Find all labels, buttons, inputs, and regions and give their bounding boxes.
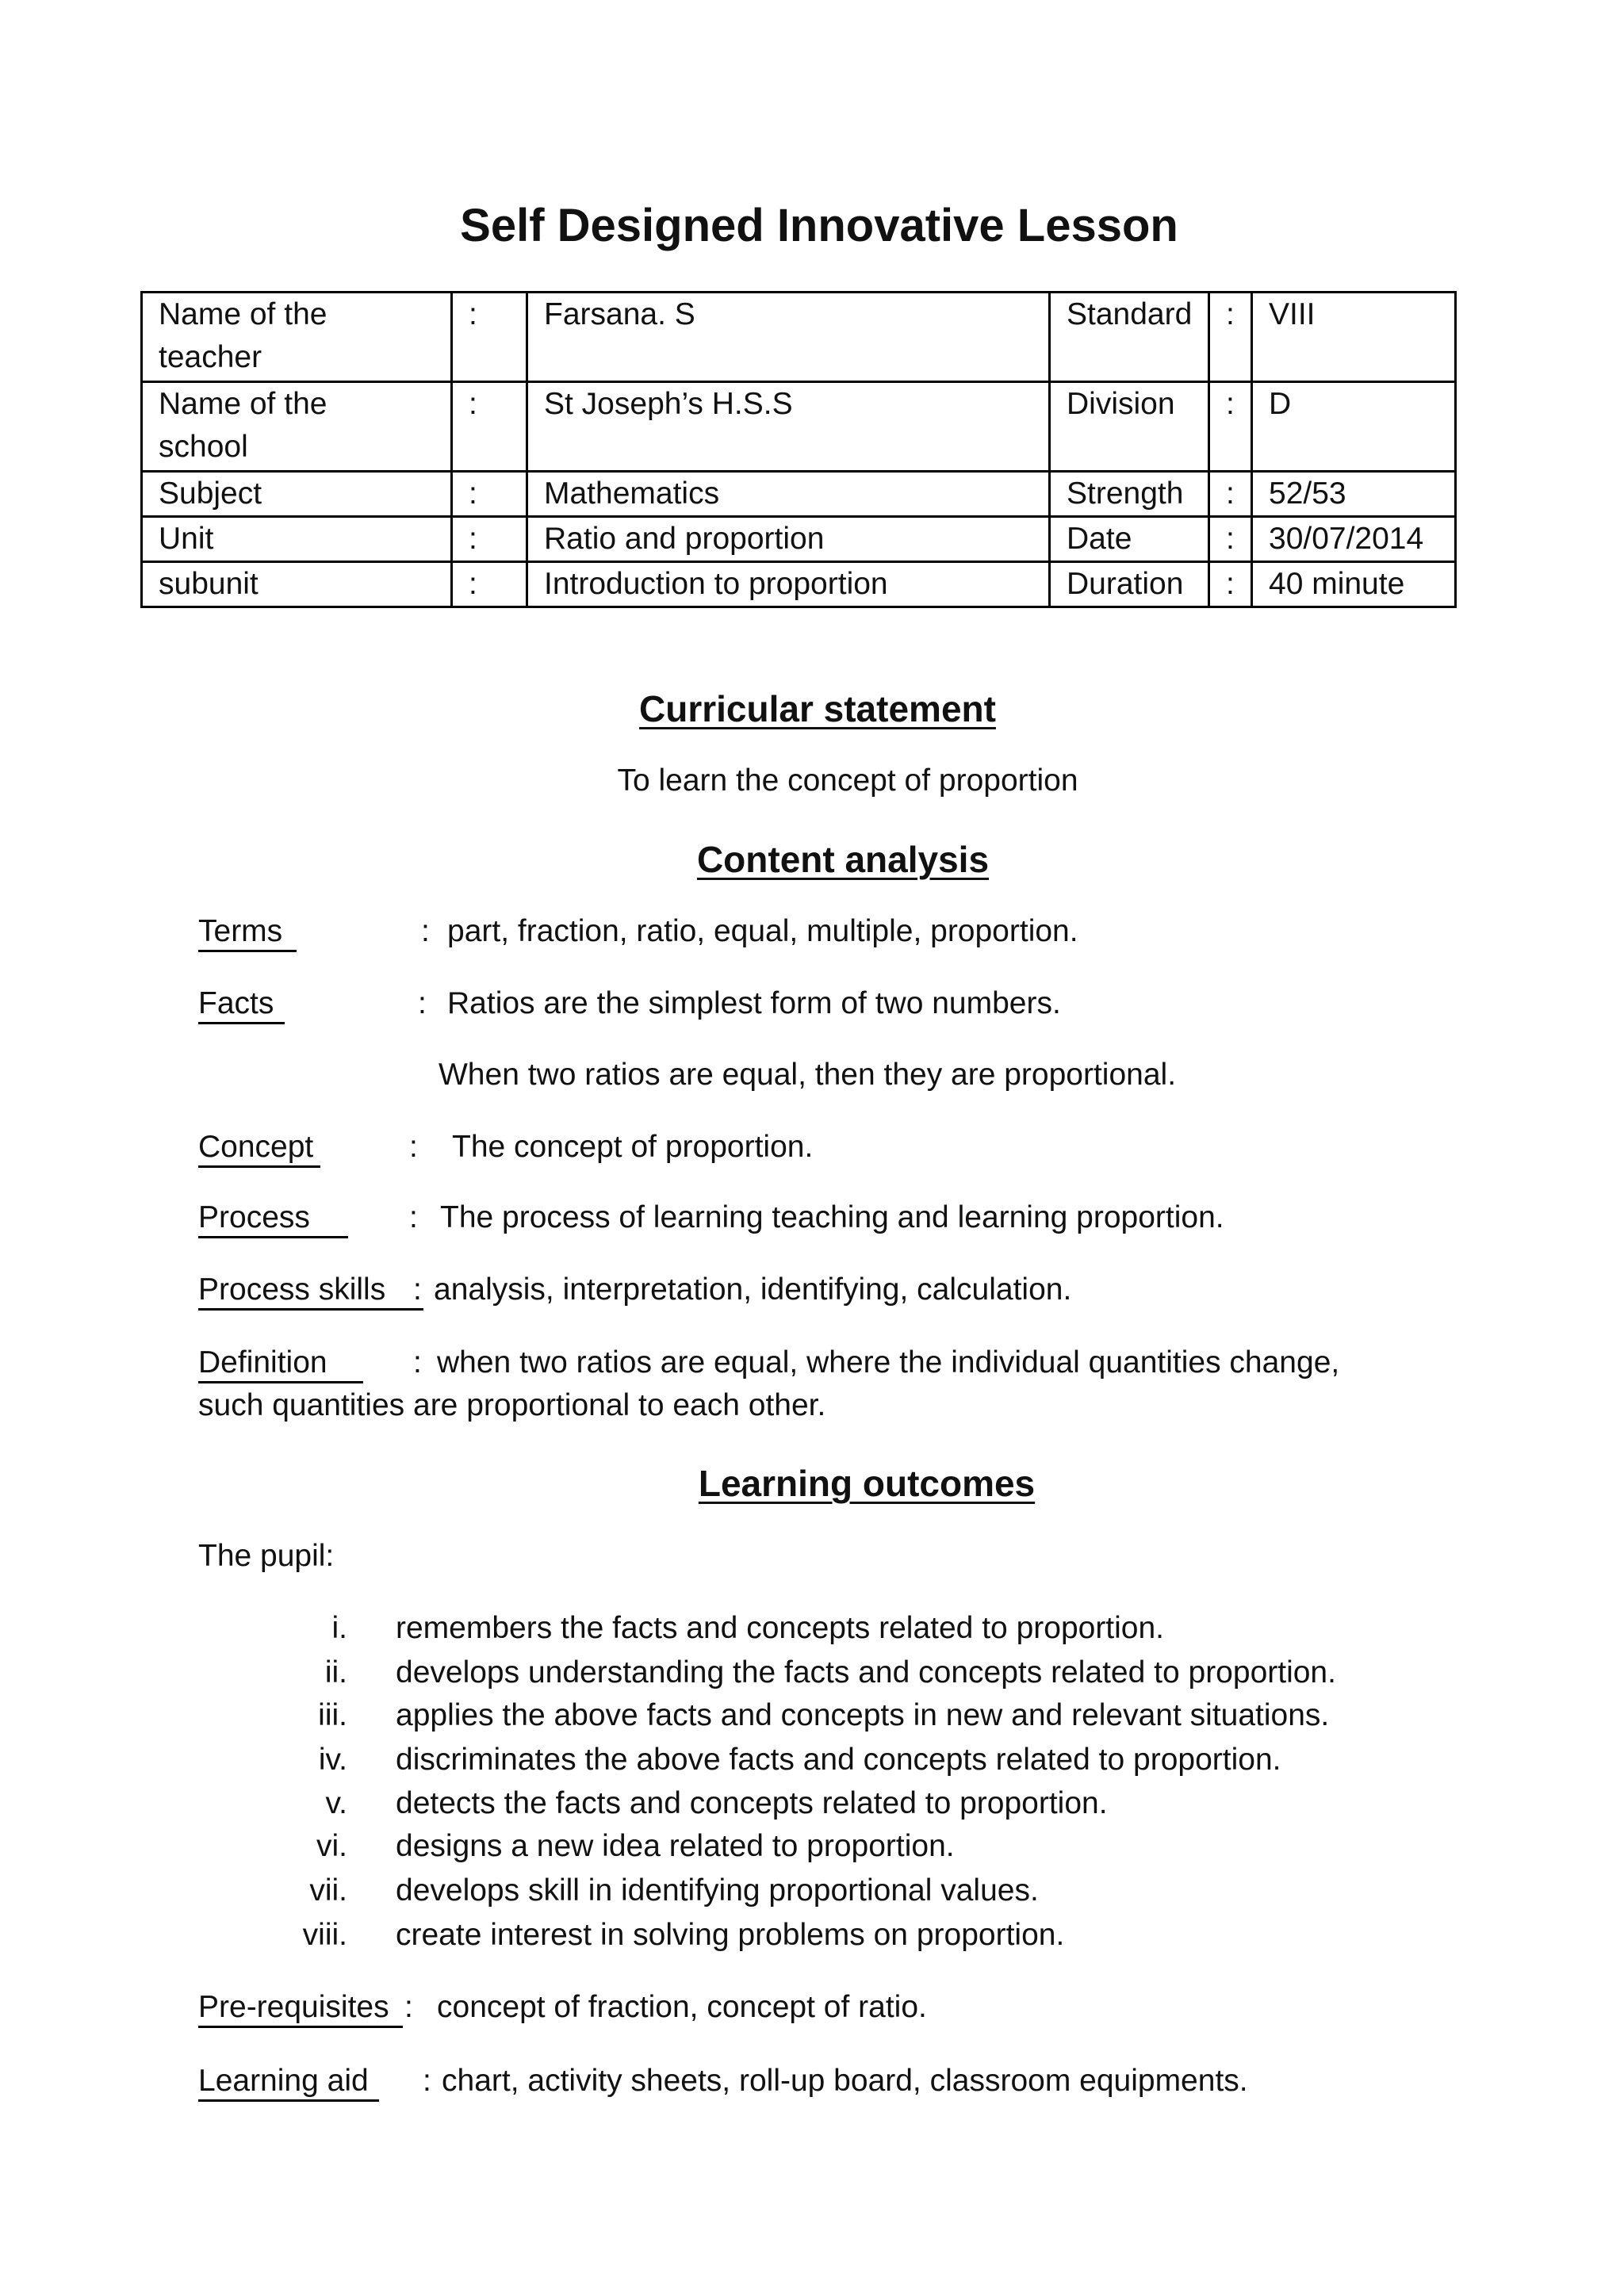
facts-row	[0, 982, 1624, 1025]
facts-label: Facts	[198, 985, 285, 1024]
list-item-number: i.	[331, 1611, 347, 1645]
subject-label: Subject	[142, 472, 452, 517]
learning-aid-row	[0, 2060, 1624, 2103]
process-skills-row	[0, 1269, 1624, 1311]
separator: :	[413, 1345, 422, 1380]
process-row	[0, 1196, 1624, 1239]
separator: :	[452, 517, 527, 562]
definition-text: when two ratios are equal, where the individual quantities change,	[437, 1345, 1340, 1380]
list-item: detects the facts and concepts related to proportion.	[396, 1786, 1108, 1820]
standard-value: VIII	[1252, 293, 1456, 382]
list-item: develops skill in identifying proportional values.	[396, 1873, 1039, 1908]
separator: :	[423, 2064, 431, 2098]
subject-value: Mathematics	[527, 472, 1050, 517]
standard-label: Standard	[1050, 293, 1209, 382]
list-item: designs a new idea related to proportion.	[396, 1829, 955, 1863]
list-item: develops understanding the facts and concepts related to proportion.	[396, 1655, 1336, 1689]
list-item: create interest in solving problems on proportion.	[396, 1918, 1065, 1952]
list-item-number: ii.	[324, 1655, 347, 1689]
list-item-number: iv.	[318, 1743, 347, 1777]
separator: :	[409, 1200, 418, 1234]
unit-value: Ratio and proportion	[527, 517, 1050, 562]
table-row	[142, 293, 1456, 382]
teacher-value: Farsana. S	[527, 293, 1050, 382]
list-item-number: vii.	[309, 1873, 347, 1908]
list-item-number: iii.	[318, 1698, 347, 1732]
duration-label: Duration	[1050, 562, 1209, 607]
content-analysis-heading: Content analysis	[696, 839, 990, 880]
process-text: The process of learning teaching and learning proportion.	[440, 1200, 1224, 1234]
prerequisites-row	[0, 1986, 1624, 2029]
separator: :	[452, 472, 527, 517]
learning-aid-label: Learning aid	[198, 2063, 379, 2102]
school-value: St Joseph’s H.S.S	[527, 382, 1050, 472]
separator: :	[1209, 517, 1252, 562]
terms-row	[0, 910, 1624, 953]
separator: :	[1209, 293, 1252, 382]
process-skills-label: Process skills	[198, 1272, 423, 1311]
concept-row	[0, 1126, 1624, 1169]
page-title: Self Designed Innovative Lesson	[460, 200, 1178, 251]
unit-label: Unit	[142, 517, 452, 562]
definition-label: Definition	[198, 1345, 363, 1383]
terms-label: Terms	[198, 913, 297, 952]
separator: :	[1209, 562, 1252, 607]
separator: :	[452, 562, 527, 607]
concept-text: The concept of proportion.	[452, 1130, 814, 1164]
list-item: discriminates the above facts and concepts related to proportion.	[396, 1743, 1281, 1777]
prerequisites-text: concept of fraction, concept of ratio.	[437, 1990, 927, 2024]
list-item: remembers the facts and concepts related to proportion.	[396, 1611, 1165, 1645]
school-label: Name of the school	[142, 382, 452, 472]
pupil-intro: The pupil:	[198, 1539, 335, 1573]
curricular-statement-text: To learn the concept of proportion	[617, 763, 1078, 798]
date-value: 30/07/2014	[1252, 517, 1456, 562]
date-label: Date	[1050, 517, 1209, 562]
table-row	[142, 517, 1456, 562]
definition-row	[0, 1341, 1624, 1384]
division-label: Division	[1050, 382, 1209, 472]
separator: :	[421, 914, 430, 948]
facts-text: Ratios are the simplest form of two numbers.	[447, 986, 1061, 1020]
learning-aid-text: chart, activity sheets, roll-up board, classroom equipments.	[442, 2064, 1248, 2098]
list-item: applies the above facts and concepts in new and relevant situations.	[396, 1698, 1330, 1732]
separator: :	[404, 1990, 413, 2024]
learning-outcomes-heading: Learning outcomes	[698, 1463, 1036, 1504]
strength-value: 52/53	[1252, 472, 1456, 517]
concept-label: Concept	[198, 1129, 320, 1168]
separator: :	[1209, 382, 1252, 472]
process-skills-text: analysis, interpretation, identifying, calculation.	[434, 1272, 1072, 1307]
strength-label: Strength	[1050, 472, 1209, 517]
process-label: Process	[198, 1200, 348, 1238]
terms-text: part, fraction, ratio, equal, multiple, proportion.	[447, 914, 1078, 948]
duration-value: 40 minute	[1252, 562, 1456, 607]
table-row	[142, 562, 1456, 607]
list-item-number: viii.	[302, 1918, 347, 1952]
table-row	[142, 382, 1456, 472]
list-item-number: vi.	[316, 1829, 347, 1863]
division-value: D	[1252, 382, 1456, 472]
definition-text-continued: such quantities are proportional to each other.	[198, 1388, 826, 1422]
list-item-number: v.	[325, 1786, 347, 1820]
table-row	[142, 472, 1456, 517]
separator: :	[452, 293, 527, 382]
prerequisites-label: Pre-requisites	[198, 1989, 403, 2028]
lesson-info-table	[140, 291, 1457, 608]
separator: :	[409, 1130, 418, 1164]
curricular-statement-heading: Curricular statement	[639, 688, 996, 729]
subunit-label: subunit	[142, 562, 452, 607]
subunit-value: Introduction to proportion	[527, 562, 1050, 607]
separator: :	[413, 1272, 422, 1307]
facts-text-continued: When two ratios are equal, then they are proportional.	[439, 1058, 1177, 1092]
teacher-label: Name of the teacher	[142, 293, 452, 382]
separator: :	[418, 986, 427, 1020]
separator: :	[1209, 472, 1252, 517]
separator: :	[452, 382, 527, 472]
